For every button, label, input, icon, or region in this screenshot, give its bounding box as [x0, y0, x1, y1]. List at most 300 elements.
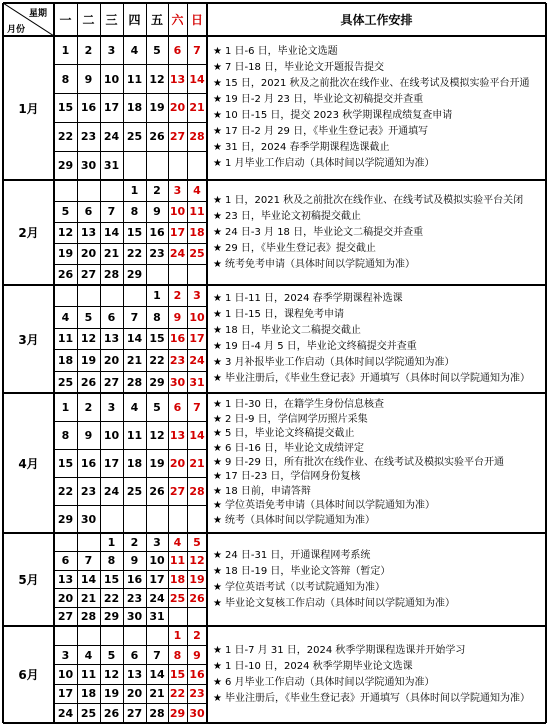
day-cell: 2: [153, 184, 161, 197]
day-cell: 19: [189, 572, 205, 586]
arrangement-item: [213, 428, 355, 440]
day-cell: 13: [80, 226, 97, 239]
day-cell: 21: [189, 101, 205, 115]
day-cell: 5: [84, 310, 93, 324]
day-cell: 1: [130, 184, 139, 197]
day-cell: 8: [153, 310, 161, 324]
day-cell: 8: [173, 648, 182, 662]
star-icon: ★: [213, 399, 222, 411]
star-icon: ★: [213, 258, 222, 270]
day-cell: 29: [169, 706, 186, 720]
grid-line: [168, 3, 169, 723]
arrangement-item: [213, 414, 368, 426]
item-text: 毕业注册后，《毕业生登记表》开通填写（具体时间以学院通知为准）: [224, 373, 530, 384]
day-cell: [54, 180, 77, 201]
item-text: 学位英语免考申请（具体时间以学院通知为准）: [224, 500, 435, 512]
arrangement-item: [213, 211, 361, 223]
day-cell: 19: [149, 101, 165, 115]
star-icon: ★: [213, 62, 222, 73]
day-cell: [168, 264, 187, 285]
day-cell: 6: [61, 554, 70, 568]
day-cell: 25: [189, 247, 205, 260]
day-cell: 5: [153, 43, 161, 57]
item-text: 学位英语考试（以考试院通知为准）: [224, 581, 385, 593]
month-label: 2月: [18, 226, 39, 240]
day-cell: 4: [130, 43, 139, 57]
day-cell: 18: [169, 572, 186, 586]
day-cell: 6: [130, 648, 139, 662]
star-icon: ★: [213, 126, 222, 137]
day-cell: 9: [153, 205, 161, 218]
item-text: 24 日-3 月 18 日，毕业论文二稿提交并查重: [224, 226, 424, 238]
day-cell: 5: [107, 648, 116, 662]
day-cell: 16: [189, 667, 205, 681]
day-cell: 1: [61, 43, 70, 57]
day-cell: 25: [126, 484, 143, 498]
arrangement-item: [213, 443, 364, 455]
day-cell: 12: [103, 667, 120, 681]
day-cell: 16: [80, 456, 97, 470]
arrangement-item: [213, 341, 417, 353]
day-cell: 26: [57, 268, 74, 281]
day-cell: [100, 505, 123, 533]
day-cell: 21: [80, 591, 97, 605]
day-cell: 12: [149, 428, 165, 442]
weekday-header: 一: [59, 13, 72, 27]
star-icon: ★: [213, 442, 222, 454]
day-cell: [77, 180, 100, 201]
arrangement-item: [213, 373, 530, 385]
star-icon: ★: [213, 514, 222, 526]
day-cell: 7: [130, 310, 139, 324]
day-cell: 3: [107, 43, 116, 57]
day-cell: 10: [103, 428, 120, 442]
arrangement-item: [213, 550, 370, 562]
star-icon: ★: [213, 242, 222, 254]
day-cell: 23: [149, 247, 165, 260]
day-cell: 10: [169, 205, 186, 218]
day-cell: [100, 180, 123, 201]
day-cell: 8: [61, 428, 70, 442]
day-cell: 11: [189, 205, 205, 218]
arrangement-item: [213, 142, 390, 154]
month-label: 6月: [18, 668, 39, 682]
day-cell: 12: [149, 72, 165, 86]
day-cell: 9: [84, 428, 93, 442]
day-cell: 22: [126, 247, 143, 260]
arrangement-item: [213, 309, 344, 321]
day-cell: 3: [61, 648, 70, 662]
day-cell: [123, 151, 146, 180]
arrangement-item: [213, 62, 384, 74]
grid-line: [100, 3, 101, 723]
day-cell: 11: [126, 72, 143, 86]
day-cell: [100, 285, 123, 307]
item-text: 15 日，2021 秋及之前批次在线作业、在线考试及模拟实验平台开通: [224, 78, 530, 89]
day-cell: 25: [169, 591, 186, 605]
grid-line: [3, 532, 546, 534]
day-cell: 5: [61, 205, 70, 218]
day-cell: 28: [126, 375, 143, 389]
star-icon: ★: [213, 597, 222, 609]
star-icon: ★: [213, 94, 222, 105]
arrangement-item: [213, 486, 311, 498]
arrangement-item: [213, 661, 413, 673]
item-text: 1 日-10 日，2024 秋季学期毕业论文选课: [224, 660, 413, 672]
item-text: 7 日-18 日，毕业论文开题报告提交: [224, 62, 385, 73]
item-text: 17 日-2 月 29 日，《毕业生登记表》开通填写: [224, 126, 429, 137]
arrangement-item: [213, 325, 361, 337]
day-cell: 14: [80, 572, 97, 586]
star-icon: ★: [213, 471, 222, 483]
day-cell: 14: [149, 667, 165, 681]
day-cell: 2: [84, 43, 93, 57]
star-icon: ★: [213, 500, 222, 512]
arrangement-item: [213, 227, 423, 239]
item-text: 毕业注册后，《毕业生登记表》开通填写（具体时间以学院通知为准）: [224, 692, 530, 704]
day-cell: 15: [57, 101, 74, 115]
day-cell: 7: [107, 205, 116, 218]
day-cell: 4: [61, 310, 70, 324]
arrangement-item: [213, 110, 452, 122]
day-cell: [168, 505, 187, 533]
day-cell: [54, 626, 77, 645]
arrangement-item: [213, 693, 530, 705]
item-text: 9 日-29 日，所有批次在线作业、在线考试及模拟实验平台开通: [224, 457, 505, 468]
day-cell: 9: [173, 310, 182, 324]
day-cell: 24: [189, 354, 205, 368]
day-cell: 18: [126, 456, 143, 470]
star-icon: ★: [213, 110, 222, 121]
day-cell: 6: [173, 43, 182, 57]
day-cell: 29: [57, 512, 74, 526]
item-text: 24 日-31 日，开通课程网考系统: [224, 549, 371, 561]
arrangement-item: [213, 471, 360, 483]
item-text: 19 日-2 月 23 日，毕业论文初稿提交并查重: [224, 94, 424, 105]
day-cell: [187, 264, 207, 285]
day-cell: [168, 151, 187, 180]
day-cell: 2: [193, 629, 201, 643]
day-cell: 4: [173, 535, 182, 549]
day-cell: 9: [84, 72, 93, 86]
day-cell: 22: [57, 484, 74, 498]
grid-line: [545, 3, 547, 723]
grid-line: [3, 625, 546, 627]
grid-line: [2, 3, 4, 723]
grid-line: [3, 2, 546, 4]
day-cell: 18: [189, 226, 205, 239]
arrangement-item: [213, 357, 455, 369]
day-cell: 7: [193, 43, 201, 57]
weekday-header: 五: [150, 13, 163, 27]
arrangement-item: [213, 46, 338, 58]
arrangement-item: [213, 126, 428, 138]
day-cell: 22: [169, 687, 186, 701]
day-cell: 4: [130, 400, 139, 414]
day-cell: 17: [169, 226, 186, 239]
day-cell: 7: [153, 648, 161, 662]
arrangement-item: [213, 677, 435, 689]
item-text: 毕业论文复核工作启动（具体时间以学院通知为准）: [224, 597, 455, 609]
corner-week-label: 星期: [29, 9, 48, 19]
day-cell: 20: [103, 354, 120, 368]
day-cell: 3: [173, 184, 182, 197]
arrangement-item: [213, 582, 385, 594]
star-icon: ★: [213, 194, 222, 206]
item-text: 1 日-30 日，在籍学生身份信息核查: [224, 399, 385, 411]
day-cell: 20: [169, 456, 186, 470]
star-icon: ★: [213, 293, 222, 304]
grid-line: [206, 3, 208, 723]
day-cell: 21: [126, 354, 143, 368]
star-icon: ★: [213, 341, 222, 352]
arrangement-item: [213, 500, 435, 512]
day-cell: 27: [169, 484, 186, 498]
day-cell: 17: [103, 101, 120, 115]
day-cell: 30: [126, 610, 143, 624]
day-cell: 1: [61, 400, 70, 414]
day-cell: 12: [57, 226, 74, 239]
day-cell: [54, 285, 77, 307]
arrangement-title: 具体工作安排: [340, 13, 413, 27]
corner-month-label: 月份: [7, 25, 26, 35]
item-text: 2 日-9 日，学信网学历照片采集: [224, 413, 368, 425]
star-icon: ★: [213, 309, 222, 320]
day-cell: 31: [103, 159, 120, 173]
arrangement-item: [213, 293, 403, 305]
star-icon: ★: [213, 142, 222, 153]
month-label: 4月: [18, 456, 39, 471]
day-cell: [146, 626, 168, 645]
item-text: 6 日-16 日，毕业论文成绩评定: [224, 442, 365, 454]
day-cell: 27: [126, 706, 143, 720]
item-text: 1 月毕业工作启动（具体时间以学院通知为准）: [224, 158, 435, 169]
day-cell: 16: [169, 332, 186, 346]
item-text: 10 日-15 日，提交 2023 秋学期课程成绩复查申请: [224, 110, 453, 121]
day-cell: 20: [80, 247, 97, 260]
grid-line: [3, 392, 546, 394]
day-cell: 6: [107, 310, 116, 324]
day-cell: [146, 264, 168, 285]
day-cell: 14: [126, 332, 143, 346]
day-cell: 8: [61, 72, 70, 86]
item-text: 3 月补报毕业工作启动（具体时间以学院通知为准）: [224, 357, 455, 368]
day-cell: 20: [169, 101, 186, 115]
grid-line: [187, 3, 188, 723]
day-cell: 16: [149, 226, 165, 239]
day-cell: 24: [57, 706, 74, 720]
day-cell: 30: [80, 159, 97, 173]
day-cell: 28: [189, 130, 205, 144]
day-cell: 15: [103, 572, 120, 586]
grid-line: [3, 179, 546, 181]
day-cell: 28: [189, 484, 205, 498]
day-cell: 29: [126, 268, 143, 281]
day-cell: 15: [169, 667, 186, 681]
day-cell: 21: [149, 687, 165, 701]
day-cell: 27: [169, 130, 186, 144]
star-icon: ★: [213, 565, 222, 577]
item-text: 31 日，2024 春季学期课程选课截止: [224, 142, 390, 153]
day-cell: 31: [149, 610, 165, 624]
day-cell: 23: [189, 687, 205, 701]
day-cell: 2: [84, 400, 93, 414]
day-cell: 15: [149, 332, 165, 346]
day-cell: 28: [103, 268, 120, 281]
item-text: 29 日，《毕业生登记表》提交截止: [224, 242, 376, 254]
day-cell: 17: [189, 332, 205, 346]
schedule-calendar-table: [3, 3, 546, 723]
day-cell: 24: [103, 130, 120, 144]
day-cell: 27: [57, 610, 74, 624]
day-cell: [168, 607, 187, 626]
item-text: 统考（具体时间以学院通知为准）: [224, 514, 375, 526]
day-cell: 5: [193, 535, 201, 549]
day-cell: [100, 626, 123, 645]
item-text: 18 日前，申请答辩: [224, 485, 311, 497]
grid-line: [3, 284, 546, 286]
day-cell: 29: [103, 610, 120, 624]
item-text: 1 日-11 日，2024 春季学期课程补选课: [224, 293, 403, 304]
day-cell: 19: [103, 687, 120, 701]
day-cell: 10: [57, 667, 74, 681]
item-text: 23 日，毕业论文初稿提交截止: [224, 210, 361, 222]
day-cell: 3: [107, 400, 116, 414]
arrangement-item: [213, 78, 530, 90]
day-cell: 7: [193, 400, 201, 414]
day-cell: 27: [80, 268, 97, 281]
star-icon: ★: [213, 549, 222, 561]
item-text: 1 日-15 日，课程免考申请: [224, 309, 345, 320]
day-cell: 8: [107, 554, 116, 568]
day-cell: 9: [130, 554, 139, 568]
day-cell: 1: [153, 289, 161, 303]
day-cell: 2: [130, 535, 139, 549]
day-cell: 1: [173, 629, 182, 643]
weekday-header: 二: [82, 13, 95, 27]
day-cell: [146, 151, 168, 180]
day-cell: 12: [80, 332, 97, 346]
day-cell: [187, 151, 207, 180]
day-cell: 19: [80, 354, 97, 368]
arrangement-item: [213, 645, 465, 657]
day-cell: 18: [57, 354, 74, 368]
day-cell: 8: [130, 205, 139, 218]
star-icon: ★: [213, 325, 222, 336]
day-cell: 10: [103, 72, 120, 86]
grid-line: [123, 3, 124, 723]
day-cell: 1: [107, 535, 116, 549]
day-cell: 21: [189, 456, 205, 470]
day-cell: 26: [189, 591, 205, 605]
day-cell: 29: [57, 159, 74, 173]
item-text: 18 日，毕业论文二稿提交截止: [224, 325, 361, 336]
item-text: 5 日，毕业论文终稿提交截止: [224, 428, 355, 440]
day-cell: 19: [149, 456, 165, 470]
grid-line: [77, 3, 78, 723]
day-cell: [77, 285, 100, 307]
star-icon: ★: [213, 660, 222, 672]
day-cell: 21: [103, 247, 120, 260]
day-cell: 6: [84, 205, 93, 218]
day-cell: 6: [173, 400, 182, 414]
day-cell: 7: [84, 554, 93, 568]
arrangement-item: [213, 94, 423, 106]
star-icon: ★: [213, 158, 222, 169]
day-cell: 11: [126, 428, 143, 442]
day-cell: 14: [103, 226, 120, 239]
grid-line: [3, 722, 546, 724]
star-icon: ★: [213, 676, 222, 688]
day-cell: [187, 607, 207, 626]
item-text: 统考免考申请（具体时间以学院通知为准）: [224, 258, 415, 270]
day-cell: 14: [189, 428, 205, 442]
day-cell: 22: [103, 591, 120, 605]
day-cell: 13: [126, 667, 143, 681]
day-cell: 2: [173, 289, 182, 303]
star-icon: ★: [213, 644, 222, 656]
item-text: 18 日-19 日，毕业论文答辩（暂定）: [224, 565, 391, 577]
day-cell: 18: [80, 687, 97, 701]
star-icon: ★: [213, 457, 222, 468]
star-icon: ★: [213, 226, 222, 238]
day-cell: 24: [103, 484, 120, 498]
day-cell: 16: [126, 572, 143, 586]
day-cell: 26: [149, 484, 165, 498]
day-cell: 30: [189, 706, 205, 720]
weekday-header: 四: [128, 13, 141, 27]
day-cell: 30: [80, 512, 97, 526]
day-cell: 17: [149, 572, 165, 586]
month-label: 1月: [18, 101, 39, 116]
day-cell: 11: [169, 554, 186, 568]
star-icon: ★: [213, 46, 222, 57]
day-cell: 25: [57, 375, 74, 389]
day-cell: 15: [126, 226, 143, 239]
day-cell: 11: [80, 667, 97, 681]
arrangement-item: [213, 457, 504, 469]
star-icon: ★: [213, 78, 222, 89]
star-icon: ★: [213, 692, 222, 704]
day-cell: 26: [103, 706, 120, 720]
day-cell: [146, 505, 168, 533]
day-cell: 5: [153, 400, 161, 414]
item-text: 19 日-4 月 5 日，毕业论文终稿提交并查重: [224, 341, 417, 352]
star-icon: ★: [213, 373, 222, 384]
day-cell: 17: [57, 687, 74, 701]
arrangement-item: [213, 566, 390, 578]
day-cell: 23: [169, 354, 186, 368]
day-cell: 4: [84, 648, 93, 662]
day-cell: 3: [153, 535, 161, 549]
day-cell: [77, 626, 100, 645]
arrangement-item: [213, 515, 375, 527]
day-cell: 16: [80, 101, 97, 115]
grid-line: [146, 3, 147, 723]
weekday-header: 六: [171, 13, 184, 27]
day-cell: 19: [57, 247, 74, 260]
arrangement-item: [213, 259, 415, 271]
day-cell: 13: [169, 428, 186, 442]
day-cell: 14: [189, 72, 205, 86]
day-cell: 12: [189, 554, 205, 568]
day-cell: 10: [189, 310, 205, 324]
day-cell: 30: [169, 375, 186, 389]
grid-line: [3, 35, 546, 37]
arrangement-item: [213, 598, 455, 610]
arrangement-item: [213, 243, 376, 255]
day-cell: 22: [57, 130, 74, 144]
